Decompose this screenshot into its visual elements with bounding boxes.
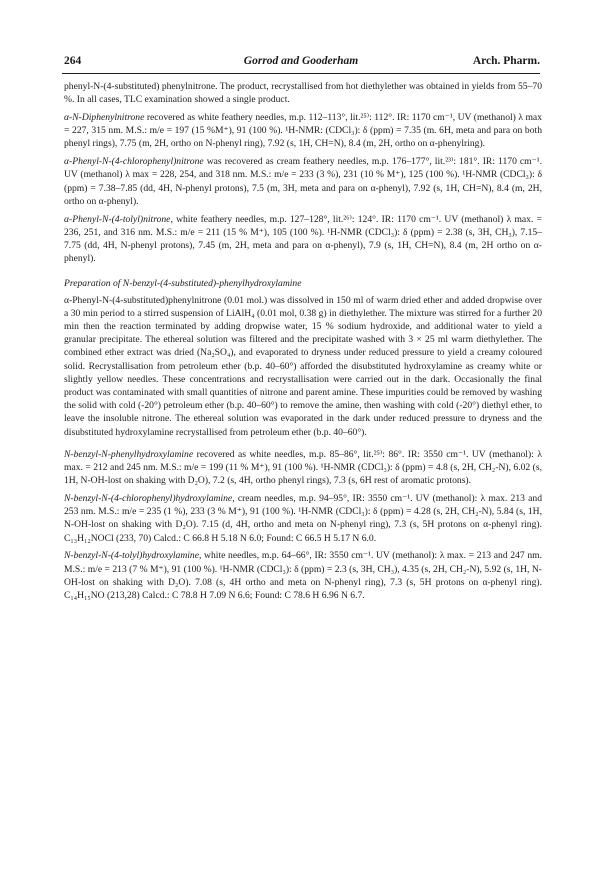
running-authors: Gorrod and Gooderham xyxy=(243,55,359,67)
procedure-paragraph xyxy=(64,294,542,439)
journal-name: Arch. Pharm. xyxy=(472,55,540,67)
compound-name: N-benzyl-N-phenylhydroxylamine xyxy=(64,448,194,460)
compound-diphenylnitrone xyxy=(64,111,542,151)
paragraph-intro xyxy=(64,80,542,106)
compound-name: α-Phenyl-N-(4-tolyl)nitrone xyxy=(64,213,171,225)
page-number: 264 xyxy=(64,55,82,67)
compound-data: was recovered as cream feathery needles, m.p. 176–177°, lit.²³⁾: 181°. IR: 1170 cm⁻¹. UV (methanol) λ max = 228, 254, and 318 nm. M.S.: m/e = 233 (3 %), 231 (10 % M⁺), 125 (100 %). ¹H-NMR (CDCl₃): δ (ppm) = 7.38–7.85 (dd, 4H, N-phenyl protons), 7.5 (m, 3H, meta and para on α-phenyl), 7.92 (s, 1H, CH=N), 8.4 (m, 2H, ortho on α-phenyl). xyxy=(64,156,542,207)
section-heading: Preparation of N-benzyl-(4-substituted)-phenylhydroxylamine xyxy=(64,278,302,290)
compound-data: , white feathery needles, m.p. 127–128°, lit.²⁶⁾: 124°. IR: 1170 cm⁻¹. UV (methanol) λ max. = 236, 251, and 316 nm. M.S.: m/e = 211 (15 % M⁺), 105 (100 %). ¹H-NMR (CDCl₃): δ (ppm) = 2.38 (s, 3H, CH₃), 7.15–7.75 (dd, 4H, N-phenyl protons), 7.45 (m, 2H, meta and para on α-phenyl), 7.9 (s, 1H, CH=N), 8.4 (m, 2H ortho on α-phenyl). xyxy=(64,213,542,265)
compound-data: recovered as white feathery needles, m.p. 112–113°, lit.²⁵⁾: 112°. IR: 1170 cm⁻¹, UV (methanol) λ max = 227, 315 nm. M.S.: m/e = 197 (15 %M⁺), 91 (100 %). ¹H-NMR: (CDCl₃): δ (ppm) = 7.35 (m. 6H, meta and para on both phenyl rings), 7.75 (m, 2H, ortho on N-phenyl ring), 7.92 (s, 1H, CH=N), 8.4 (m, 2H, ortho on α-phenylring). xyxy=(64,112,542,150)
compound-data: , cream needles, m.p. 94–95°, IR: 3550 cm⁻¹. UV (methanol): λ max. 213 and 253 nm. M.S.: m/e = 235 (1 %), 233 (3 % M⁺), 91 (100 %). ¹H-NMR (CDCl₃): δ (ppm) = 4.28 (s, 2H, CH₂-N), 5.84 (s, 1H, N-OH-lost on shaking with D₂O). 7.15 (d, 4H, ortho and meta on N-phenyl ring), 7.3 (s, 5H protons on α-phenyl ring). C₁₃H₁₂NOCl (233, 70) Calcd.: C 66.8 H 5.18 N 6.0; Found: C 66.5 H 5.17 N 6.0. xyxy=(64,493,542,544)
compound-name: N-benzyl-N-(4-chlorophenyl)hydroxylamine xyxy=(64,493,233,505)
compound-benzylchlorophenylhydroxylamine xyxy=(64,492,542,545)
compound-tolylnitrone xyxy=(64,213,542,266)
body-text xyxy=(64,80,542,607)
compound-name: α-N-Diphenylnitrone xyxy=(64,112,145,123)
compound-data: recovered as white needles, m.p. 85–86°, lit.²⁵⁾: 86°. IR: 3550 cm⁻¹. UV (methanol): λ max. = 212 and 245 nm. M.S.: m/e = 199 (11 % M⁺), 91 (100 %). ¹H-NMR (CDCl₃): δ (ppm) = 4.8 (s, 2H, CH₂-N), 6.02 (s, 1H, N-OH-lost on shaking with D₂O), 7.2 (s, 4H, ortho phenyl rings), 7.3 (s, 6H rest of aromatic protons). xyxy=(64,448,542,487)
header-rule xyxy=(62,73,540,74)
compound-chlorophenylnitrone xyxy=(64,155,542,208)
paragraph-text: α-Phenyl-N-(4-substituted)phenylnitrone (0.01 mol.) was dissolved in 150 ml of warm dried ether and added dropwise over a 30 min period to a stirred suspension of LiAlH₄ (0.01 mol, 0.38 g) in diethylether. The mixture was stirred for a further 20 min then the reaction terminated by adding dropwise water, 15 % sodium hydroxide, and additional water to yield a granular precipitate. The ethereal solution was filtered and the precipitate washed with 3 × 25 ml warm diethylether. The combined ether extract was dried (Na₂SO₄), and evaporated to dryness under reduced pressure to yield a creamy coloured solid. Recrystallisation from petroleum ether (b.p. 40–60°) afforded the disubstituted hydroxylamine as creamy white or slightly yellow needles. These concentrations and recrystallisation were carried out in the dark. Occasionally the final product was contaminated with small quantities of nitrone and parent amine. These impurities could be removed by washing the solid with cold (-20°) petroleum ether (b.p. 40–60°) to remove the amine, then washing with cold (-20°) diethyl ether, to leave the insoluble nitrone. The ethereal solution was evaporated in the dark under reduced pressure to dryness and the disubstituted hydroxylamine recrystallised from petroleum ether (b.p. 40–60°). xyxy=(64,294,542,438)
compound-name: N-benzyl-N-(4-tolyl)hydroxylamine xyxy=(64,550,199,562)
compound-data: , white needles, m.p. 64–66°, IR: 3550 cm⁻¹. UV (methanol): λ max. = 213 and 247 nm. M.S.: m/e = 213 (7 % M⁺), 91 (100 %). ¹H-NMR (CDCl₃): δ (ppm) = 2.3 (s, 3H, CH₃), 4.35 (s, 2H, CH₂-N), 5.92 (s, 1H, N-OH-lost on shaking with D₂O). 7.08 (s, 4H ortho and meta on N-phenyl ring), 7.3 (s, 5H protons on α-phenyl ring). C₁₄H₁₅NO (213,28) Calcd.: C 78.8 H 7.09 N 6.6; Found: C 78.6 H 6.96 N 6.7. xyxy=(64,550,542,602)
compound-name: α-Phenyl-N-(4-chlorophenyl)nitrone xyxy=(64,156,204,168)
compound-benzyltolylhydroxylamine xyxy=(64,549,542,602)
compound-benzylphenylhydroxylamine xyxy=(64,448,542,488)
running-header xyxy=(62,55,540,75)
paragraph-text: phenyl-N-(4-substituted) phenylnitrone. The product, recrystallised from hot diethylether was obtained in yields from 55–70 %. In all cases, TLC examination showed a single product. xyxy=(64,81,542,106)
